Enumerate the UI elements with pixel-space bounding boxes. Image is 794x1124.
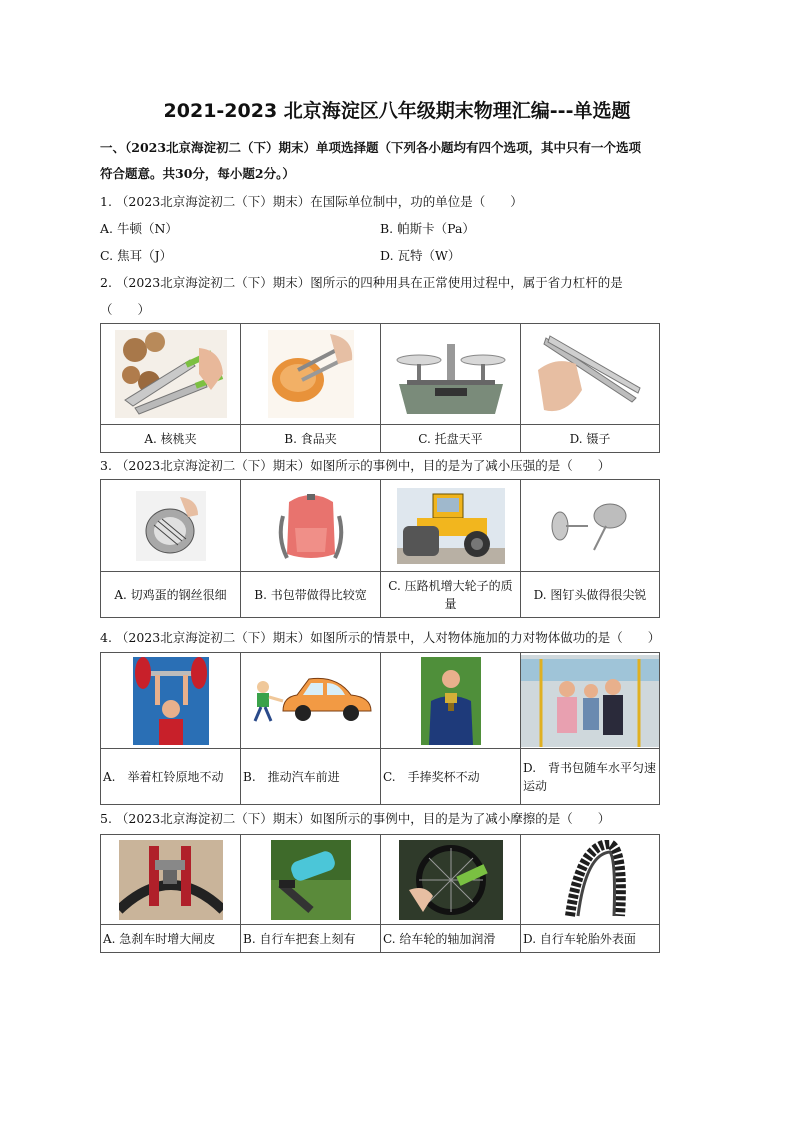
- q1-option-b: B. 帕斯卡（Pa）: [380, 221, 475, 236]
- q4-cell-c: [381, 653, 521, 749]
- q1-option-d: D. 瓦特（W）: [380, 248, 461, 263]
- q4-caption-b: B. 推动汽车前进: [241, 749, 381, 805]
- q5-caption-c: C. 给车轮的轴加润滑: [381, 925, 521, 953]
- backpack-icon: [273, 488, 349, 564]
- q5-cell-b: [241, 835, 381, 925]
- q2-cell-b: [241, 324, 381, 425]
- q5-stem: 5. （2023北京海淀初二（下）期末）如图所示的事例中，目的是为了减小摩擦的是（ ）: [100, 811, 611, 826]
- bike-grip-icon: [271, 840, 351, 920]
- weightlifter-icon: [133, 657, 209, 745]
- q4-cell-d: [521, 653, 660, 749]
- q1-stem: 1. （2023北京海淀初二（下）期末）在国际单位制中，功的单位是（ ）: [100, 194, 523, 209]
- q2-cell-c: [381, 324, 521, 425]
- q2-option-table: [100, 323, 660, 453]
- tweezers-icon: [536, 330, 644, 418]
- egg-slicer-icon: [136, 491, 206, 561]
- q3-cell-d: [521, 480, 660, 572]
- q3-caption-d: D. 图钉头做得很尖锐: [521, 572, 660, 618]
- q2-stem-line2: （ ）: [100, 302, 151, 317]
- q2-stem-line1: 2. （2023北京海淀初二（下）期末）图所示的四种用具在正常使用过程中，属于省力杠杆的是: [100, 275, 623, 290]
- bus-passengers-icon: [521, 655, 660, 747]
- q5-option-table: [100, 834, 660, 953]
- q5-caption-b: B. 自行车把套上刻有: [241, 925, 381, 953]
- q3-cell-c: [381, 480, 521, 572]
- q3-stem: 3. （2023北京海淀初二（下）期末）如图所示的事例中，目的是为了减小压强的是（ ）: [100, 458, 611, 473]
- q4-option-table: [100, 652, 660, 805]
- q5-cell-c: [381, 835, 521, 925]
- food-tongs-icon: [268, 330, 354, 418]
- q3-caption-a: A. 切鸡蛋的钢丝很细: [101, 572, 241, 618]
- nutcracker-icon: [115, 330, 227, 418]
- q3-option-table: [100, 479, 660, 618]
- q5-cell-a: [101, 835, 241, 925]
- q4-caption-d: D. 背书包随车水平匀速运动: [521, 749, 660, 805]
- section-heading-line1: 一、（2023北京海淀初二（下）期末）单项选择题（下列各小题均有四个选项，其中只有一个选项: [100, 140, 642, 155]
- q2-caption-c: C. 托盘天平: [381, 425, 521, 453]
- q5-caption-d: D. 自行车轮胎外表面: [521, 925, 660, 953]
- q1-option-a: A. 牛顿（N）: [100, 221, 178, 236]
- q5-cell-d: [521, 835, 660, 925]
- q4-cell-a: [101, 653, 241, 749]
- road-roller-icon: [397, 488, 505, 564]
- q4-caption-c: C. 手捧奖杯不动: [381, 749, 521, 805]
- q2-cell-d: [521, 324, 660, 425]
- balance-scale-icon: [391, 330, 511, 418]
- q2-cell-a: [101, 324, 241, 425]
- q4-cell-b: [241, 653, 381, 749]
- q2-caption-d: D. 镊子: [521, 425, 660, 453]
- q4-caption-a: A. 举着杠铃原地不动: [101, 749, 241, 805]
- section-heading-line2: 符合题意。共30分，每小题2分。）: [100, 166, 295, 181]
- q5-caption-a: A. 急刹车时增大闸皮: [101, 925, 241, 953]
- trophy-man-icon: [421, 657, 481, 745]
- pushing-car-icon: [247, 671, 375, 731]
- oiling-wheel-icon: [399, 840, 503, 920]
- thumbtack-icon: [544, 496, 636, 556]
- q3-caption-c: C. 压路机增大轮子的质量: [381, 572, 521, 618]
- q3-cell-b: [241, 480, 381, 572]
- page-title: 2021-2023 北京海淀区八年级期末物理汇编---单选题: [163, 100, 631, 122]
- q2-caption-a: A. 核桃夹: [101, 425, 241, 453]
- tire-tread-icon: [540, 840, 640, 920]
- q1-option-c: C. 焦耳（J）: [100, 248, 173, 263]
- q2-caption-b: B. 食品夹: [241, 425, 381, 453]
- bike-brake-icon: [119, 840, 223, 920]
- q3-caption-b: B. 书包带做得比较宽: [241, 572, 381, 618]
- q4-stem: 4. （2023北京海淀初二（下）期末）如图所示的情景中，人对物体施加的力对物体做功的是（ ）: [100, 630, 661, 645]
- q3-cell-a: [101, 480, 241, 572]
